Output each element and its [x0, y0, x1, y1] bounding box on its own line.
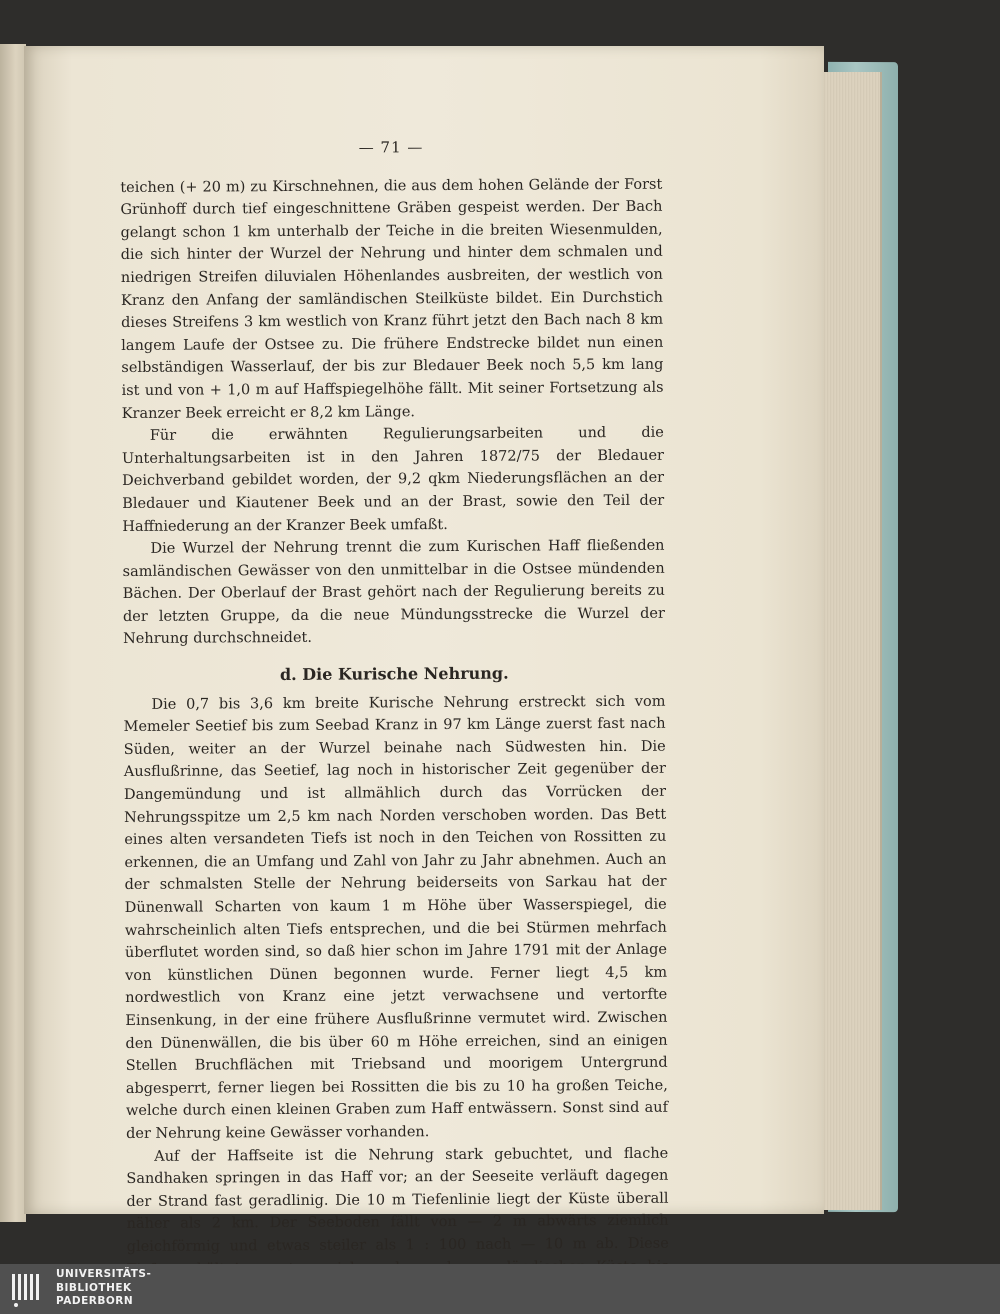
- library-footer: [0, 1264, 1000, 1314]
- paragraph: teichen (+ 20 m) zu Kirschnehnen, die aus dem hohen Gelände der Forst Grünhoff durch tief eingeschnittene Gräben gespeist werden. Der Bach gelangt schon 1 km unterhalb der Teiche in die breiten Wiesenmulden, die sich hinter der Wurzel der Nehrung und hinter dem schmalen und niedrigen Streifen diluvialen Höhenlandes ausbreiten, der westlich von Kranz den Anfang der samländischen Steilküste bildet. Ein Durchstich dieses Streifens 3 km westlich von Kranz führt jetzt den Bach nach 8 km langem Laufe der Ostsee zu. Die frühere Endstrecke bildet nun einen selbständigen Wasserlauf, der bis zur Bledauer Beek noch 5,5 km lang ist und von + 1,0 m auf Haffspiegelhöhe fällt. Mit seiner Fortsetzung als Kranzer Beek erreicht er 8,2 km Länge.: [120, 176, 664, 422]
- page-edges: [818, 72, 882, 1210]
- page-content: [120, 135, 669, 1304]
- library-logo-icon: [10, 1270, 48, 1308]
- library-name: [56, 1268, 151, 1309]
- library-name-line: PADERBORN: [56, 1295, 134, 1307]
- paragraph: Für die erwähnten Regulierungsarbeiten und die Unterhaltungsarbeiten ist in den Jahren 1872/75 der Bledauer Deichverband gebildet worden, der 9,2 qkm Niederungsflächen an der Bledauer und Kiautener Beek und an der Brast, sowie den Teil der Haffniederung an der Kranzer Beek umfaßt.: [121, 424, 665, 535]
- library-name-line: BIBLIOTHEK: [56, 1281, 132, 1294]
- page-number: — 71 —: [358, 138, 424, 157]
- section-heading: d. Die Kurische Nehrung.: [279, 663, 509, 685]
- left-page-edge: [0, 44, 26, 1222]
- paragraph: Auf der Haffseite ist die Nehrung stark gebuchtet, und flache Sandhaken springen in das Haff vor; an der Seeseite verläuft dagegen der Strand fast geradlinig. Die 10 m Tiefenlinie liegt der Küste überall näher als 2 km. Der Seeboden fällt von — 2 m abwärts ziemlich gleichförmig und etwas steiler als 1 : 100 nach — 10 m ab. Diese: [126, 1145, 669, 1255]
- paragraph: Die Wurzel der Nehrung trennt die zum Kurischen Haff fließenden samländischen Gewässer von den unmittelbar in die Ostsee mündenden Bächen. Der Oberlauf der Brast gehört nach der Regulierung bereits zu der letzten Gruppe, da die neue Mündungsstrecke die Wurzel der Nehrung durchschneidet.: [122, 537, 665, 648]
- library-name-line: UNIVERSITÄTS-: [56, 1268, 152, 1280]
- paragraph: Die 0,7 bis 3,6 km breite Kurische Nehrung erstreckt sich vom Memeler Seetief bis zum Seebad Kranz in 97 km Länge zuerst fast nach Süden, weiter an der Wurzel beinahe nach Südwesten hin. Die Ausflußrinne, das Seetief, lag noch in historischer Zeit gegenüber der Dangemündung und ist allmählich durch das Vorrücken der Nehrungsspitze um 2,5 km nach Norden verschoben worden. Das Bett eines alten versandeten Tiefs ist noch in den Teichen von Rossitten zu erkennen, die an Umfang und Zahl von Jahr zu Jahr abnehmen. Auch an der schmalsten Stelle der Nehrung beiderseits von Sarkau hat der Dünenwall Scharten von kaum 1 m Höhe über Wasserspiegel, die wahrscheinlich alten Tiefs entsprechen, und die bei Stürmen mehrfach überflutet worden sind, so daß hier schon im Jahre 1791 mit der Anlage von künstlichen Dünen begonnen wurde. Ferner liegt 4,5 km nordwestlich von Kranz eine jetzt verwachsene und vertorfte Einsenkung, in der eine frühere Ausflußrinne vermutet wird. Zwischen den Dünenwällen, die bis über 60 m Höhe erreichen, sind an einigen Stellen Bruchflächen mit Triebsand und moorigem Untergrund abgesperrt, ferner liegen bei Rossitten die bis zu 10 ha großen Teiche, welche durch einen kleinen Graben zum Haff entwässern. Sonst sind auf der Nehrung keine Gewässer vorhanden.: [123, 693, 668, 1142]
